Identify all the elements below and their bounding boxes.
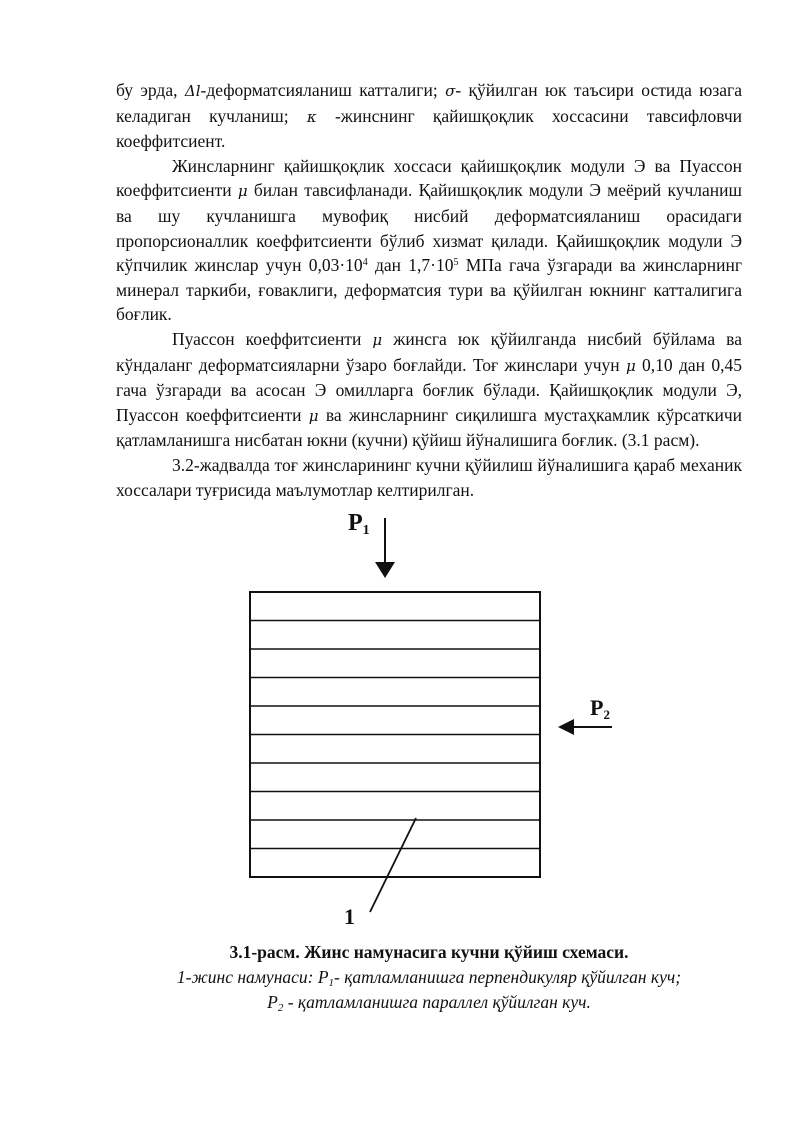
caption-line-2: $P_2$ - қатламланишга параллел қўйилган куч. [267,992,591,1014]
rock-sample-figure [240,500,660,940]
text-run: Жинсларнинг қайишқоқлик хоссаси қайишқоқлик модули Э ва Пуассон коеффитсиенти [116,155,742,201]
text-run: -жинснинг қайишқоқлик хоссасини тавсифловчи коеффитсиент. [116,105,742,152]
text-run: МПа гача ўзгаради ва жинсларнинг минерал таркиби, ғоваклиги, деформатсия тури ва қўйилган юкнинг катталигига боғлик. [116,255,742,325]
paragraph-3 [116,327,742,453]
text-run: - қўйилган юк таъсири остида юзага келадиган кучланиш; [116,80,742,126]
caption-title: 3.1-расм. Жинс намунасига кучни қўйиш схемаси. [229,942,629,962]
text-run: дан 1,7·10 [367,255,454,276]
figure-caption [116,940,742,1015]
mu-symbol: μ [372,330,383,349]
specimen-leader-line [370,818,416,912]
p1-arrow-icon [375,518,395,578]
text-run: ва жинсларнинг сиқилишга мустаҳкамлик кўрсаткичи қатламланишга нисбатан юкни (кучни) қўйиш йўналишига боғлик. (3.1 расм). [116,404,742,451]
caption-line-1: 1-жинс намунаси: $P_1-$ қатламланишга перпендикуляр қўйилган куч; [176,967,682,989]
text-run: 0,10 дан 0,45 гача ўзгаради ва асосан Э омилларга боғлик бўлади. Қайишқоқлик модули Э, Пуассон коеффитсиенти [116,354,742,425]
text-run: жинсга юк қўйилганда нисбий бўйлама ва кўндаланг деформатсияларни ўзаро боғлайди. Тоғ жинслари учун [116,328,742,375]
delta-l-symbol: Δl [184,82,201,100]
kappa-symbol: κ [306,107,317,126]
specimen-label: 1 [344,904,355,929]
specimen-layers [250,592,540,877]
p1-label: P1 [348,510,370,538]
p2-label: P2 [590,695,610,722]
paragraph-1 [116,78,742,154]
mu-symbol: μ [237,182,248,201]
mu-symbol: μ [308,406,319,425]
paragraph-2 [116,154,742,327]
paragraph-4: 3.2-жадвалда тоғ жинсларининг кучни қўйилиш йўналишига қараб механик хоссалари туғрисида маълумотлар келтирилган. [116,454,742,500]
exponent: 5 [453,257,459,269]
sigma-symbol: σ [445,82,456,100]
text-run: бу эрда, [116,80,185,100]
mu-symbol: μ [625,356,636,375]
loading-scheme-diagram [240,500,660,940]
exponent: 4 [362,257,368,269]
text-run: Пуассон коеффитсиенти [172,328,373,349]
text-run: -деформатсияланиш катталиги; [200,80,446,100]
body-text [116,78,742,502]
text-run: билан тавсифланади. Қайишқоқлик модули Э меёрий кучланиш ва шу кучланишга мувофиқ нисбий деформатсияланиш орасидаги пропорсионаллик коеффитсиенти бўлиб хизмат қилади. Қайишқоқлик модули Э кўпчилик жинслар учун 0,03·10 [116,180,743,276]
